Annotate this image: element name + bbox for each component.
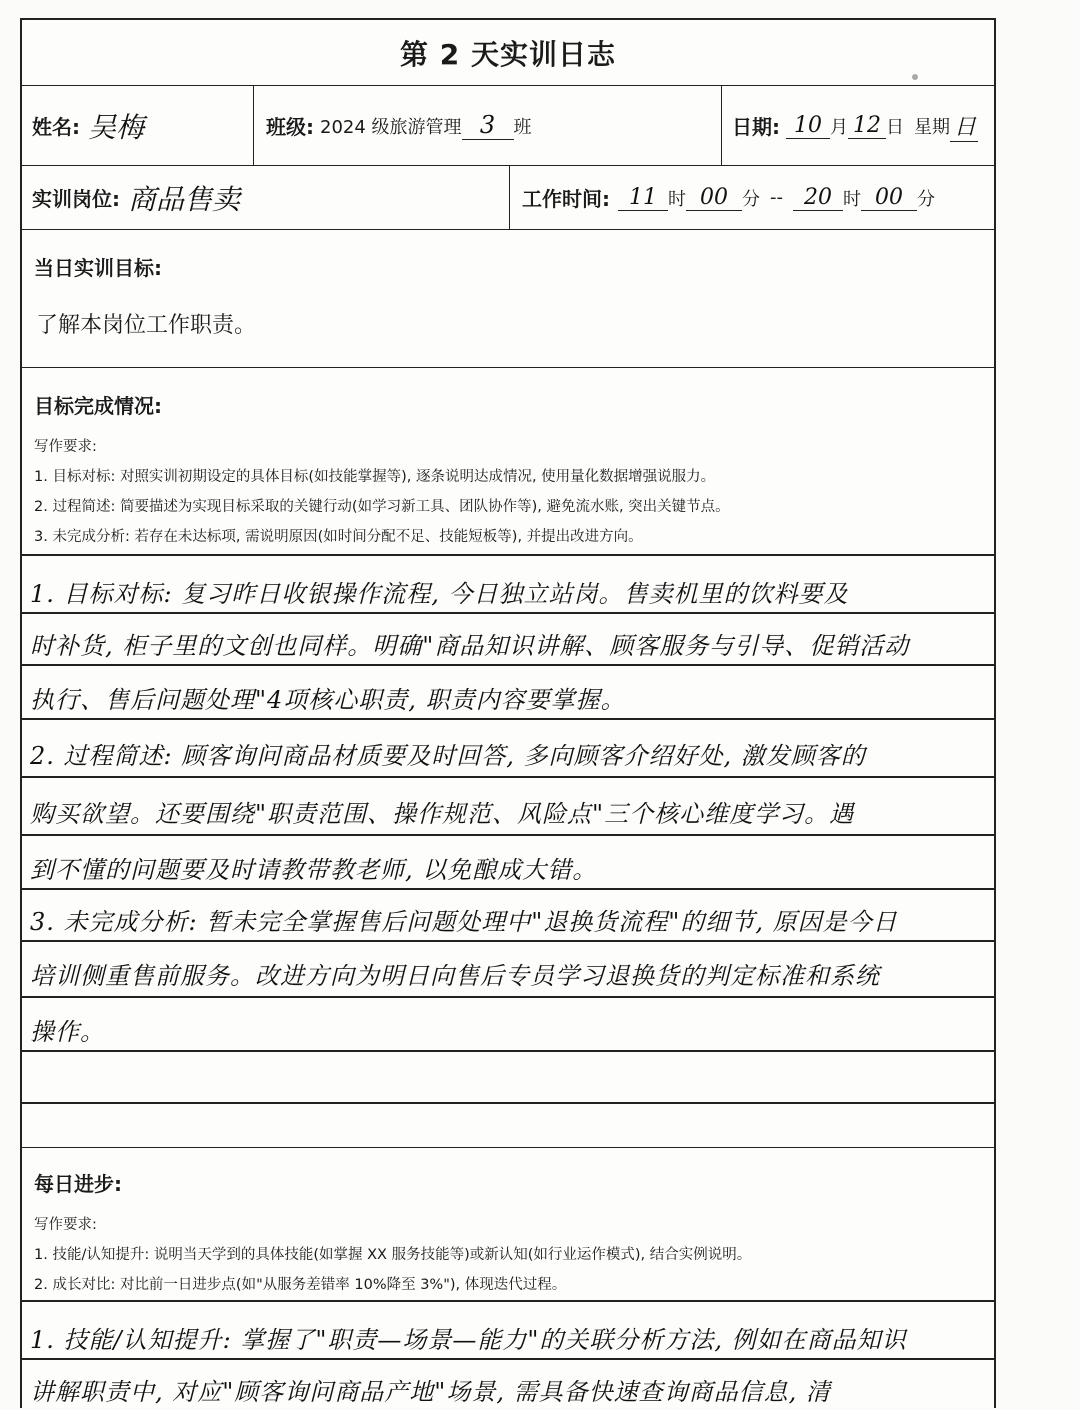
- log-sheet: [20, 18, 996, 1408]
- class-number: 3: [462, 111, 514, 140]
- date-cell: [722, 86, 994, 165]
- completion-line-9: 操作。: [30, 1018, 105, 1046]
- post-cell: [22, 166, 510, 229]
- date-label: 日期:: [732, 115, 780, 139]
- date-week-label: 星期: [914, 116, 950, 138]
- completion-req-2: 2. 过程简述: 简要描述为实现目标采取的关键行动(如学习新工具、团队协作等), 避免流水账, 突出关键节点。: [34, 499, 730, 515]
- progress-section: [22, 1148, 994, 1410]
- date-month: 10: [786, 113, 830, 139]
- class-cell: [254, 86, 722, 165]
- ruled-line: [22, 664, 994, 666]
- ruled-line: [22, 718, 994, 720]
- post-label: 实训岗位:: [32, 187, 120, 211]
- completion-line-6: 到不懂的问题要及时请教带教老师, 以免酿成大错。: [30, 856, 598, 884]
- title-text: 第 2 天实训日志: [400, 37, 616, 71]
- scan-speck: [912, 74, 918, 80]
- goal-text: 了解本岗位工作职责。: [36, 313, 257, 338]
- ruled-line: [22, 888, 994, 890]
- progress-req-1: 1. 技能/认知提升: 说明当天学到的具体技能(如掌握 XX 服务技能等)或新认知(如行业运作模式), 结合实例说明。: [34, 1247, 752, 1263]
- start-min: 00: [686, 185, 742, 211]
- page-title: [22, 20, 994, 86]
- completion-req-1: 1. 目标对标: 对照实训初期设定的具体目标(如技能掌握等), 逐条说明达成情况, 使用量化数据增强说服力。: [34, 469, 716, 485]
- ruled-line: [22, 834, 994, 836]
- end-hour: 20: [793, 185, 843, 211]
- progress-line-2: 讲解职责中, 对应"顾客询问商品产地"场景, 需具备快速查询商品信息, 清: [30, 1378, 831, 1406]
- time-sep: --: [770, 187, 783, 208]
- time-cell: [510, 166, 994, 229]
- completion-line-7: 3. 未完成分析: 暂未完全掌握售后问题处理中"退换货流程"的细节, 原因是今日: [30, 908, 898, 936]
- name-value: 吴梅: [88, 110, 145, 144]
- ruled-line: [22, 1050, 994, 1052]
- completion-req-3: 3. 未完成分析: 若存在未达标项, 需说明原因(如时间分配不足、技能短板等), 并提出改进方向。: [34, 529, 643, 545]
- start-hour-unit: 时: [668, 188, 686, 210]
- progress-line-1: 1. 技能/认知提升: 掌握了"职责—场景—能力"的关联分析方法, 例如在商品知识: [30, 1326, 907, 1354]
- date-month-unit: 月: [830, 116, 848, 138]
- ruled-line: [22, 1102, 994, 1104]
- start-hour: 11: [618, 185, 668, 211]
- completion-line-4: 2. 过程简述: 顾客询问商品材质要及时回答, 多向顾客介绍好处, 激发顾客的: [30, 742, 866, 770]
- date-day: 12: [848, 113, 886, 139]
- completion-line-3: 执行、售后问题处理"4项核心职责, 职责内容要掌握。: [30, 686, 626, 714]
- class-suffix: 班: [513, 116, 532, 138]
- name-cell: [22, 86, 254, 165]
- ruled-line: [22, 612, 994, 614]
- ruled-line: [22, 1358, 994, 1360]
- ruled-line: [22, 940, 994, 942]
- date-day-unit: 日: [886, 116, 904, 138]
- date-week: 日: [950, 110, 978, 142]
- progress-req-title: 写作要求:: [34, 1217, 97, 1233]
- completion-line-1: 1. 目标对标: 复习昨日收银操作流程, 今日独立站岗。售卖机里的饮料要及: [30, 580, 849, 608]
- completion-heading: 目标完成情况:: [34, 394, 162, 418]
- name-label: 姓名:: [32, 115, 80, 139]
- progress-heading: 每日进步:: [34, 1172, 122, 1196]
- ruled-line: [22, 554, 994, 556]
- end-min: 00: [861, 185, 917, 211]
- end-hour-unit: 时: [843, 188, 861, 210]
- class-prefix: 2024 级旅游管理: [320, 116, 462, 138]
- end-min-unit: 分: [917, 188, 935, 210]
- post-row: [22, 166, 994, 230]
- start-min-unit: 分: [742, 188, 760, 210]
- ruled-line: [22, 1300, 994, 1302]
- ruled-line: [22, 776, 994, 778]
- completion-line-2: 时补货, 柜子里的文创也同样。明确"商品知识讲解、顾客服务与引导、促销活动: [30, 632, 910, 660]
- completion-line-5: 购买欲望。还要围绕"职责范围、操作规范、风险点"三个核心维度学习。遇: [30, 800, 855, 828]
- post-value: 商品售卖: [128, 182, 241, 216]
- completion-section: [22, 368, 994, 1148]
- progress-req-2: 2. 成长对比: 对比前一日进步点(如"从服务差错率 10%降至 3%"), 体现迭代过程。: [34, 1277, 567, 1293]
- time-label: 工作时间:: [522, 187, 610, 211]
- info-row: [22, 86, 994, 166]
- completion-req-title: 写作要求:: [34, 439, 97, 455]
- ruled-line: [22, 996, 994, 998]
- goal-section: [22, 230, 994, 368]
- goal-heading: 当日实训目标:: [34, 256, 162, 280]
- class-label: 班级:: [266, 115, 314, 139]
- completion-line-8: 培训侧重售前服务。改进方向为明日向售后专员学习退换货的判定标准和系统: [30, 962, 880, 990]
